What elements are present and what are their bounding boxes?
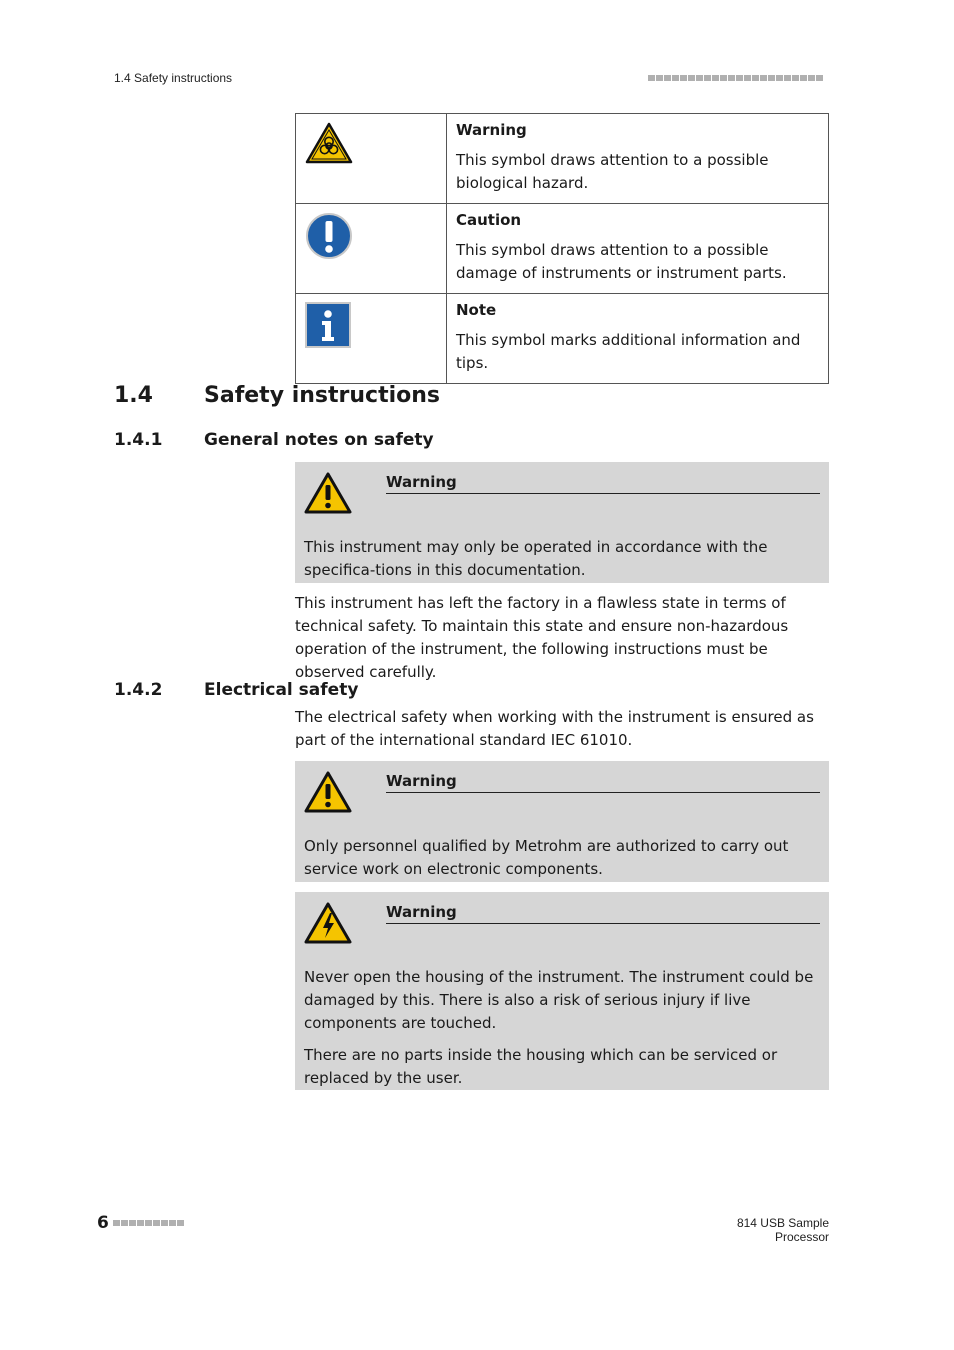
warning-triangle-icon: [304, 770, 352, 814]
symbol-description: This symbol draws attention to a possible damage of instruments or instrument parts.: [456, 241, 787, 282]
symbol-legend-table: [295, 113, 829, 384]
warning-triangle-icon: [304, 471, 352, 515]
warning-label: Warning: [386, 902, 820, 924]
section-title: Safety instructions: [204, 383, 440, 408]
page-number: 6: [97, 1213, 109, 1233]
symbol-text-cell: [447, 114, 829, 204]
header-dot-bar: [648, 75, 823, 81]
symbol-title: Caution: [456, 211, 522, 229]
warning-text: Only personnel qualified by Metrohm are authorized to carry out service work on electronic components.: [304, 837, 789, 878]
symbol-description: This symbol draws attention to a possible biological hazard.: [456, 151, 769, 192]
document-title: 814 USB Sample Processor: [736, 1216, 829, 1244]
symbol-text-cell: [447, 204, 829, 294]
table-row: [296, 204, 829, 294]
biohazard-icon: [305, 122, 353, 164]
warning-box: [295, 462, 829, 583]
body-paragraph: The electrical safety when working with the instrument is ensured as part of the international standard IEC 61010.: [295, 708, 814, 749]
warning-label: Warning: [386, 771, 820, 793]
footer-dot-bar: [113, 1220, 184, 1226]
subsection-title: Electrical safety: [204, 680, 359, 700]
warning-box: [295, 761, 829, 882]
body-paragraph: This instrument has left the factory in a flawless state in terms of technical safety. To maintain this state and ensure non-hazardous operation of the instrument, the following instructions must be observed carefully.: [295, 594, 789, 681]
running-head: 1.4 Safety instructions: [114, 71, 233, 85]
info-icon: [305, 302, 351, 348]
warning-text: Never open the housing of the instrument. The instrument could be damaged by this. There is also a risk of serious injury if live components are touched.: [304, 968, 814, 1032]
subsection-title: General notes on safety: [204, 430, 434, 450]
symbol-icon-cell: [296, 114, 447, 204]
warning-box: [295, 892, 829, 1090]
subsection-number: 1.4.2: [114, 680, 163, 700]
symbol-description: This symbol marks additional information and tips.: [456, 331, 801, 372]
symbol-title: Note: [456, 301, 497, 319]
section-number: 1.4: [114, 383, 153, 408]
electric-hazard-icon: [304, 901, 352, 945]
table-row: [296, 294, 829, 384]
subsection-number: 1.4.1: [114, 430, 163, 450]
symbol-title: Warning: [456, 121, 527, 139]
warning-text: There are no parts inside the housing which can be serviced or replaced by the user.: [304, 1046, 778, 1087]
table-row: [296, 114, 829, 204]
exclamation-icon: [305, 212, 353, 260]
symbol-text-cell: [447, 294, 829, 384]
warning-label: Warning: [386, 472, 820, 494]
symbol-icon-cell: [296, 204, 447, 294]
symbol-icon-cell: [296, 294, 447, 384]
warning-text: This instrument may only be operated in accordance with the specifica-tions in this documentation.: [304, 538, 768, 579]
